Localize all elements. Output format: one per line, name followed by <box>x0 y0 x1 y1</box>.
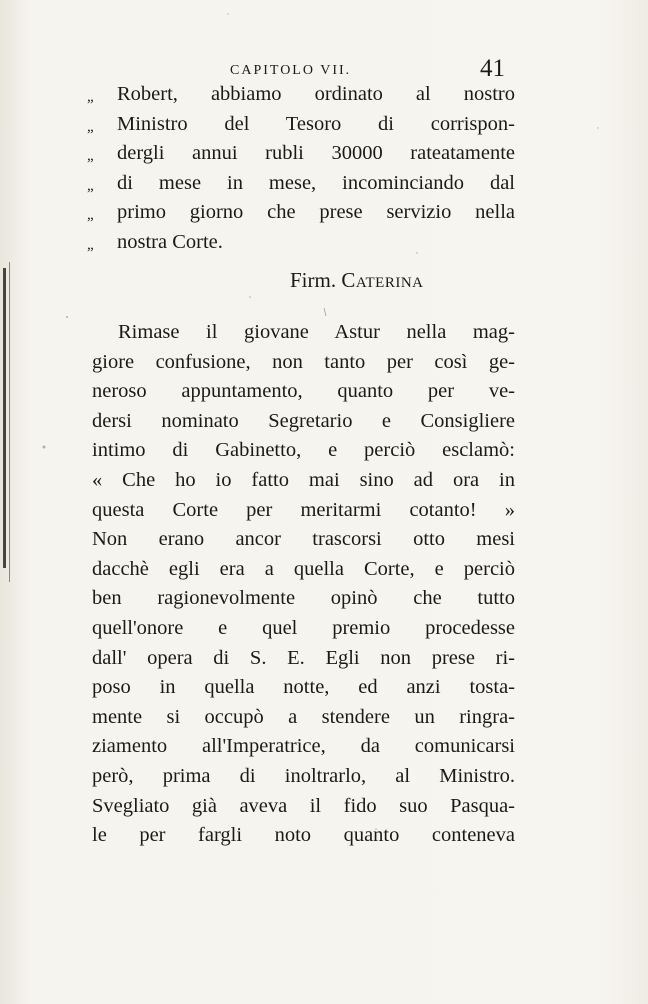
body-line: dacchè egli era a quella Corte, e perciò <box>92 557 515 580</box>
signature <box>290 268 424 293</box>
quote-mark: „ <box>87 177 94 194</box>
page-number: 41 <box>480 55 505 82</box>
body-line: Rimase il giovane Astur nella mag- <box>118 321 515 343</box>
body-line: Non erano ancor trascorsi otto mesi <box>92 528 515 551</box>
running-head: CAPITOLO VII. <box>230 63 352 78</box>
body-line: però, prima di inoltrarlo, al Ministro. <box>92 764 515 787</box>
body-line: dall' opera di S. E. Egli non prese ri- <box>92 646 515 669</box>
body-line: « Che ho io fatto mai sino ad ora in <box>92 468 515 491</box>
body-line: questa Corte per meritarmi cotanto! » <box>92 498 515 521</box>
quote-line-text: nostra Corte. <box>117 230 223 253</box>
quote-line <box>87 80 527 110</box>
body-line: le per fargli noto quanto conteneva <box>92 824 515 847</box>
body-line: ben ragionevolmente opinò che tutto <box>92 587 515 610</box>
body-line: poso in quella notte, ed anzi tosta- <box>92 676 515 699</box>
body-line: intimo di Gabinetto, e perciò esclamò: <box>92 439 515 462</box>
quote-mark: „ <box>87 118 94 135</box>
quote-line-text: di mese in mese, incominciando dal <box>117 171 515 194</box>
quote-mark: „ <box>87 148 94 165</box>
quote-line <box>87 198 527 228</box>
body-line: Svegliato già aveva il fido suo Pasqua- <box>92 794 515 817</box>
quote-line <box>87 228 527 258</box>
quote-line <box>87 169 527 199</box>
quote-mark: „ <box>87 89 94 105</box>
quote-line <box>87 139 527 169</box>
body-line: neroso appuntamento, quanto per ve- <box>92 380 515 403</box>
signature-name: Caterina <box>341 268 424 292</box>
body-line: mente si occupò a stendere un ringra- <box>92 705 515 728</box>
signature-prefix: Firm. <box>290 268 337 292</box>
body-line: quell'onore e quel premio procedesse <box>92 616 515 639</box>
decree-quotation <box>87 80 527 258</box>
body-line: ziamento all'Imperatrice, da comunicarsi <box>92 735 515 758</box>
body-paragraph <box>92 318 515 851</box>
body-line: dersi nominato Segretario e Consigliere <box>92 409 515 432</box>
quote-mark: „ <box>87 207 94 224</box>
quote-line <box>87 110 527 140</box>
quote-mark: „ <box>87 236 94 253</box>
quote-line-text: Ministro del Tesoro di corrispon- <box>117 112 515 135</box>
body-line: giore confusione, non tanto per così ge- <box>92 350 515 373</box>
quote-line-text: Robert, abbiamo ordinato al nostro <box>117 83 515 105</box>
quote-line-text: dergli annui rubli 30000 rateatamente <box>117 142 515 165</box>
quote-line-text: primo giorno che prese servizio nella <box>117 201 515 224</box>
